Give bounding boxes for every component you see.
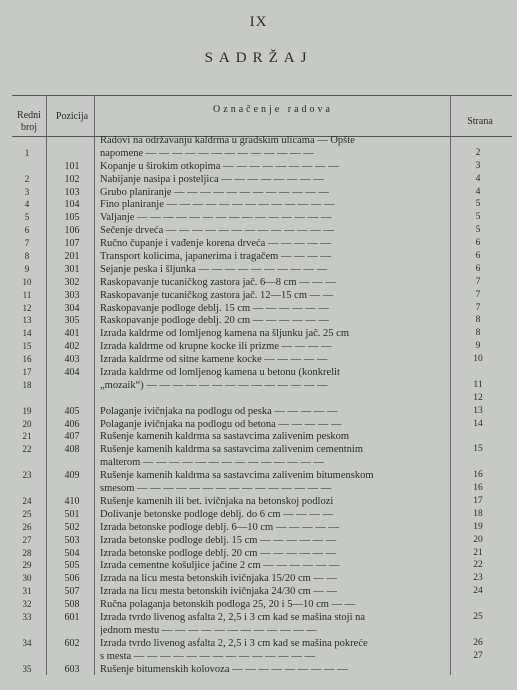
pozicija-cell: 103 [64, 186, 80, 198]
redni-broj-cell: 4 [24, 199, 30, 210]
pozicija-cell: 408 [64, 444, 80, 456]
table-row [12, 509, 512, 522]
table-row [12, 238, 512, 251]
table-row [12, 290, 512, 303]
strana-cell: 25 [473, 611, 483, 622]
table-row [12, 393, 512, 406]
table-row [12, 264, 512, 277]
opis-cell: Polaganje ivičnjaka na podlogu od peska — — — — — [100, 405, 338, 417]
opis-cell: Izrada tvrdo livenog asfalta 2, 2,5 i 3 cm kad se mašina pokreće [100, 637, 368, 649]
strana-cell: 7 [475, 302, 481, 313]
strana-cell: 9 [475, 341, 481, 352]
pozicija-cell: 410 [64, 495, 80, 507]
table-row [12, 651, 512, 664]
table-row [12, 277, 512, 290]
strana-cell: 6 [475, 238, 481, 249]
table-row [12, 457, 512, 470]
opis-cell: Raskopavanje podloge deblj. 15 cm — — — — — — [100, 302, 329, 314]
pozicija-cell: 402 [64, 341, 80, 353]
strana-cell: 6 [475, 263, 481, 274]
pozicija-cell: 503 [64, 534, 80, 546]
redni-broj-cell: 22 [22, 444, 32, 455]
table-row [12, 148, 512, 161]
redni-broj-cell: 6 [24, 225, 30, 236]
pozicija-cell: 201 [64, 251, 80, 263]
strana-cell: 26 [473, 637, 483, 648]
opis-cell: „mozaik“) — — — — — — — — — — — — — — [100, 379, 328, 391]
table-row [12, 251, 512, 264]
table-row [12, 548, 512, 561]
strana-cell: 24 [473, 586, 483, 597]
pozicija-cell: 506 [64, 573, 80, 585]
table-row [12, 496, 512, 509]
strana-cell: 2 [475, 147, 481, 158]
header-oznacenje-radova: Označenje radova [213, 104, 333, 115]
pozicija-cell: 406 [64, 418, 80, 430]
strana-cell: 5 [475, 225, 481, 236]
opis-cell: Izrada kaldrme od lomljenog kamena na šljunku jač. 25 cm [100, 328, 350, 340]
redni-broj-cell: 13 [22, 315, 32, 326]
opis-cell: jednom mestu — — — — — — — — — — — — [100, 624, 317, 636]
strana-cell: 21 [473, 547, 483, 558]
pozicija-cell: 107 [64, 238, 80, 250]
table-row [12, 664, 512, 677]
table-row [12, 419, 512, 432]
opis-cell: Raskopavanje podloge deblj. 20 cm — — — — — — [100, 315, 329, 327]
strana-cell: 16 [473, 483, 483, 494]
strana-cell: 4 [475, 173, 481, 184]
pozicija-cell: 305 [64, 315, 80, 327]
redni-broj-cell: 2 [24, 173, 30, 184]
pozicija-cell: 105 [64, 212, 80, 224]
redni-broj-cell: 32 [22, 599, 32, 610]
table-row [12, 161, 512, 174]
opis-cell: Izrada cementne košuljice jačine 2 cm — — — — — — [100, 560, 340, 572]
strana-cell: 16 [473, 470, 483, 481]
opis-cell: Izrada betonske podloge deblj. 15 cm — — — — — — [100, 534, 337, 546]
opis-cell: Izrada kaldrme od krupne kocke ili prizme — — — — [100, 341, 332, 353]
table-row [12, 535, 512, 548]
opis-cell: Dolivanje betonske podloge deblj. do 6 cm — — — — [100, 508, 334, 520]
opis-cell: Kopanje u širokim otkopima — — — — — — — — — [100, 160, 339, 172]
opis-cell: s mesta — — — — — — — — — — — — — — [100, 650, 315, 662]
opis-cell: Rušenje kamenih kaldrma sa sastavcima zalivenim bitumenskom [100, 470, 374, 482]
strana-cell: 11 [473, 379, 483, 390]
table-row [12, 354, 512, 367]
redni-broj-cell: 30 [22, 573, 32, 584]
strana-cell: 4 [475, 186, 481, 197]
opis-cell: Raskopavanje tucaničkog zastora jač. 6—8 cm — — — [100, 276, 336, 288]
redni-broj-cell: 20 [22, 418, 32, 429]
table-row [12, 625, 512, 638]
header-pozicija: Pozicija [55, 111, 89, 122]
redni-broj-cell: 5 [24, 212, 30, 223]
strana-cell: 22 [473, 560, 483, 571]
strana-cell: 10 [473, 354, 483, 365]
opis-cell: smesom — — — — — — — — — — — — — — — [100, 483, 332, 495]
opis-cell: Grubo planiranje — — — — — — — — — — — — [100, 186, 329, 198]
redni-broj-cell: 3 [24, 186, 30, 197]
pozicija-cell: 504 [64, 547, 80, 559]
table-row [12, 560, 512, 573]
pozicija-cell: 404 [64, 367, 80, 379]
page-number: IX [249, 14, 268, 30]
opis-cell: Rušenje bitumenskih kolovoza — — — — — — — — — [100, 663, 348, 675]
redni-broj-cell: 26 [22, 521, 32, 532]
strana-cell: 8 [475, 328, 481, 339]
redni-broj-cell: 1 [24, 147, 30, 158]
redni-broj-cell: 29 [22, 560, 32, 571]
redni-broj-cell: 10 [22, 276, 32, 287]
redni-broj-cell: 34 [22, 637, 32, 648]
redni-broj-cell: 11 [22, 289, 32, 300]
strana-cell: 3 [475, 160, 481, 171]
opis-cell: Izrada tvrdo livenog asfalta 2, 2,5 i 3 cm kad se mašina stoji na [100, 611, 366, 623]
table-row [12, 341, 512, 354]
opis-cell: napomene — — — — — — — — — — — — — [100, 147, 314, 159]
redni-broj-cell: 19 [22, 405, 32, 416]
opis-cell: Raskopavanje tucaničkog zastora jač. 12—15 cm — — [100, 289, 334, 301]
strana-cell: 20 [473, 534, 483, 545]
pozicija-cell: 407 [64, 431, 80, 443]
table-row [12, 483, 512, 496]
pozicija-cell: 501 [64, 508, 80, 520]
redni-broj-cell: 35 [22, 663, 32, 674]
redni-broj-cell: 24 [22, 495, 32, 506]
opis-cell: Ručna polaganja betonskih podloga 25, 20 i 5—10 cm — — [100, 599, 356, 611]
redni-broj-cell: 8 [24, 251, 30, 262]
header-strana: Strana [467, 116, 493, 127]
opis-cell: Ručno čupanje i vađenje korena drveća — — — — — [100, 238, 331, 250]
table-row [12, 225, 512, 238]
strana-cell: 23 [473, 573, 483, 584]
redni-broj-cell: 16 [22, 354, 32, 365]
table-row [12, 612, 512, 625]
table-row [12, 187, 512, 200]
pozicija-cell: 403 [64, 354, 80, 366]
opis-cell: Fino planiranje — — — — — — — — — — — — — [100, 199, 335, 211]
redni-broj-cell: 25 [22, 508, 32, 519]
opis-cell: Sejanje peska i šljunka — — — — — — — — — — [100, 263, 328, 275]
table-row [12, 406, 512, 419]
table-row [12, 135, 512, 148]
table-row [12, 444, 512, 457]
redni-broj-cell: 23 [22, 470, 32, 481]
redni-broj-cell: 28 [22, 547, 32, 558]
strana-cell: 7 [475, 289, 481, 300]
table-row [12, 573, 512, 586]
strana-cell: 14 [473, 418, 483, 429]
pozicija-cell: 401 [64, 328, 80, 340]
pozicija-cell: 303 [64, 289, 80, 301]
pozicija-cell: 603 [64, 663, 80, 675]
opis-cell: Izrada betonske podloge deblj. 20 cm — — — — — — [100, 547, 337, 559]
pozicija-cell: 302 [64, 276, 80, 288]
pozicija-cell: 505 [64, 560, 80, 572]
redni-broj-cell: 17 [22, 367, 32, 378]
strana-cell: 13 [473, 405, 483, 416]
redni-broj-cell: 21 [22, 431, 32, 442]
table-row [12, 212, 512, 225]
pozicija-cell: 101 [64, 160, 80, 172]
strana-cell: 15 [473, 444, 483, 455]
pozicija-cell: 502 [64, 521, 80, 533]
opis-cell: Rušenje kamenih kaldrma sa sastavcima zalivenim cementnim [100, 444, 363, 456]
strana-cell: 5 [475, 199, 481, 210]
pozicija-cell: 104 [64, 199, 80, 211]
strana-cell: 12 [473, 392, 483, 403]
opis-cell: Radovi na održavanju kaldrma u gradskim ulicama — Opšte [100, 135, 355, 146]
pozicija-cell: 304 [64, 302, 80, 314]
pozicija-cell: 106 [64, 225, 80, 237]
redni-broj-cell: 15 [22, 341, 32, 352]
strana-cell: 7 [475, 276, 481, 287]
pozicija-cell: 507 [64, 586, 80, 598]
pozicija-cell: 102 [64, 173, 80, 185]
strana-cell: 6 [475, 251, 481, 262]
header-redni-broj: Redni broj [17, 110, 41, 133]
opis-cell: Izrada kaldrme od lomljenog kamena u betonu (konkrelit [100, 367, 340, 379]
opis-cell: Polaganje ivičnjaka na podlogu od betona — — — — — [100, 418, 342, 430]
pozicija-cell: 409 [64, 470, 80, 482]
table-row [12, 303, 512, 316]
page-title: SADRŽAJ [204, 50, 313, 66]
opis-cell: Izrada kaldrme od sitne kamene kocke — — — — — [100, 354, 328, 366]
strana-cell: 27 [473, 650, 483, 661]
redni-broj-cell: 14 [22, 328, 32, 339]
opis-cell: Izrada na licu mesta betonskih ivičnjaka 15/20 cm — — [100, 573, 338, 585]
redni-broj-cell: 27 [22, 534, 32, 545]
opis-cell: Transport kolicima, japanerima i tragačem — — — — [100, 251, 331, 263]
pozicija-cell: 301 [64, 263, 80, 275]
pozicija-cell: 602 [64, 637, 80, 649]
table-row [12, 199, 512, 212]
strana-cell: 17 [473, 495, 483, 506]
strana-cell: 8 [475, 315, 481, 326]
contents-table-body [12, 135, 512, 676]
redni-broj-cell: 18 [22, 379, 32, 390]
pozicija-cell: 405 [64, 405, 80, 417]
table-row [12, 367, 512, 380]
redni-broj-cell: 33 [22, 611, 32, 622]
pozicija-cell: 508 [64, 599, 80, 611]
strana-cell: 18 [473, 508, 483, 519]
redni-broj-cell: 7 [24, 238, 30, 249]
opis-cell: Rušenje kamenih kaldrma sa sastavcima zalivenim peskom [100, 431, 350, 443]
table-row [12, 174, 512, 187]
table-row [12, 328, 512, 341]
redni-broj-cell: 9 [24, 263, 30, 274]
table-row [12, 522, 512, 535]
pozicija-cell: 601 [64, 611, 80, 623]
table-row [12, 315, 512, 328]
opis-cell: Rušenje kamenih ili bet. ivičnjaka na betonskoj podlozi [100, 495, 334, 507]
table-row [12, 380, 512, 393]
opis-cell: Sečenje drveća — — — — — — — — — — — — — [100, 225, 334, 237]
table-row [12, 470, 512, 483]
redni-broj-cell: 12 [22, 302, 32, 313]
opis-cell: Valjanje — — — — — — — — — — — — — — — [100, 212, 332, 224]
table-row [12, 638, 512, 651]
redni-broj-cell: 31 [22, 586, 32, 597]
opis-cell: Izrada na licu mesta betonskih ivičnjaka 24/30 cm — — [100, 586, 338, 598]
opis-cell: Nabijanje nasipa i posteljica — — — — — — — — [100, 173, 324, 185]
strana-cell: 19 [473, 521, 483, 532]
table-row [12, 586, 512, 599]
opis-cell: malterom — — — — — — — — — — — — — — [100, 457, 324, 469]
table-header [12, 95, 512, 137]
strana-cell: 5 [475, 212, 481, 223]
table-row [12, 599, 512, 612]
opis-cell: Izrada betonske podloge deblj. 6—10 cm — — — — — [100, 521, 339, 533]
table-row [12, 431, 512, 444]
